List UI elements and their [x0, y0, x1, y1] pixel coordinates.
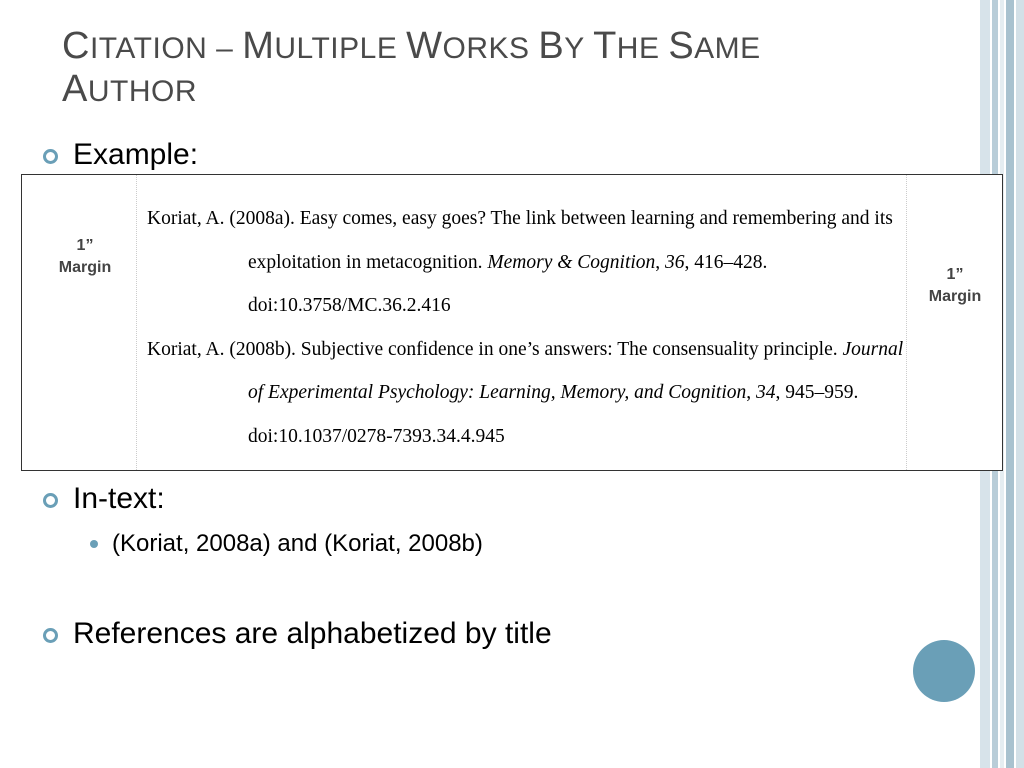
sub-bullet-intext: [90, 530, 483, 558]
left-margin-word: Margin: [58, 259, 112, 276]
title-fragment: A: [62, 68, 88, 110]
title-fragment: M: [242, 25, 275, 67]
bullet-ring-icon: [43, 628, 58, 643]
reference-text: Koriat, A. (2008b). Subjective confidence in one’s answers: The consensuality principle.: [147, 338, 843, 360]
title-fragment: T: [593, 25, 617, 67]
bullet-example-text: Example:: [73, 138, 199, 171]
title-fragment: HE: [616, 32, 669, 65]
title-fragment: W: [406, 25, 443, 67]
reference-entry: [147, 328, 917, 459]
reference-example-box: [21, 174, 1003, 471]
title-fragment: Y: [564, 32, 594, 65]
bullet-ring-icon: [43, 149, 58, 164]
reference-list: [147, 197, 917, 458]
title-fragment: B: [538, 25, 565, 67]
right-margin-size: 1”: [946, 266, 964, 283]
reference-text: , 945–959. doi:10.1037/0278-7393.34.4.945: [248, 382, 859, 447]
bullet-intext: [43, 482, 165, 516]
bullet-intext-text: In-text:: [73, 482, 165, 515]
title-fragment: AME: [694, 32, 761, 65]
right-margin-label: [905, 264, 1005, 308]
reference-text: ,: [655, 251, 666, 273]
reference-text: Koriat, A. (2008a). Easy comes, easy goes? The link between learning and remembering and its exploitation in metacognition.: [147, 208, 893, 273]
slide-title: [62, 26, 942, 112]
reference-entry: [147, 197, 917, 328]
bullet-ring-icon: [43, 493, 58, 508]
sub-bullet-intext-text: (Koriat, 2008a) and (Koriat, 2008b): [112, 530, 483, 557]
reference-text: , 416–428. doi:10.3758/MC.36.2.416: [248, 251, 768, 316]
title-fragment: UTHOR: [87, 75, 198, 108]
bullet-dot-icon: [90, 540, 98, 548]
left-margin-size: 1”: [76, 237, 94, 254]
reference-italic-text: 34: [756, 382, 776, 403]
left-margin-guide: [136, 175, 137, 470]
title-fragment: C: [62, 25, 90, 67]
left-margin-label: [35, 235, 135, 279]
bullet-references: [43, 617, 552, 651]
reference-italic-text: Journal of Experimental Psychology: Learning, Memory, and Cognition: [248, 338, 904, 403]
title-fragment: S: [668, 25, 695, 67]
title-fragment: ITATION –: [89, 32, 243, 65]
bullet-references-text: References are alphabetized by title: [73, 617, 552, 650]
right-margin-word: Margin: [928, 288, 982, 305]
title-fragment: ORKS: [442, 32, 539, 65]
reference-text: ,: [746, 382, 757, 403]
bullet-example: [43, 138, 198, 172]
decorative-circle: [913, 640, 975, 702]
reference-italic-text: 36: [665, 251, 685, 273]
title-fragment: ULTIPLE: [274, 32, 407, 65]
reference-italic-text: Memory & Cognition: [487, 251, 656, 273]
